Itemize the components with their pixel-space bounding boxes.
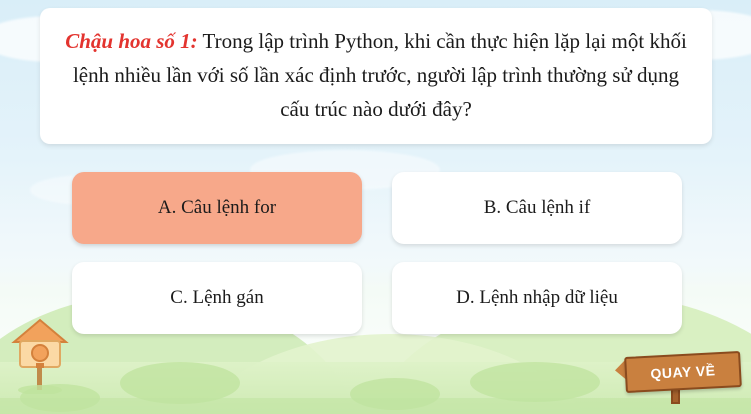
question-text: Trong lập trình Python, khi cần thực hiện lặp lại một khối lệnh nhiều lần với số lần xác định trước, người lập trình thường sử dụng cấu trúc nào dưới đây? bbox=[72, 29, 687, 122]
bush-decoration bbox=[470, 362, 600, 402]
house-icon bbox=[6, 308, 76, 394]
back-button-label[interactable]: QUAY VỀ bbox=[624, 351, 742, 393]
answer-option-c[interactable]: C. Lệnh gán bbox=[72, 262, 362, 334]
answer-option-d[interactable]: D. Lệnh nhập dữ liệu bbox=[392, 262, 682, 334]
answer-option-a[interactable]: A. Câu lệnh for bbox=[72, 172, 362, 244]
back-button[interactable] bbox=[625, 340, 743, 402]
answer-options bbox=[72, 172, 682, 334]
answer-option-b[interactable]: B. Câu lệnh if bbox=[392, 172, 682, 244]
question-card bbox=[40, 8, 712, 144]
question-label: Chậu hoa số 1: bbox=[65, 29, 198, 53]
